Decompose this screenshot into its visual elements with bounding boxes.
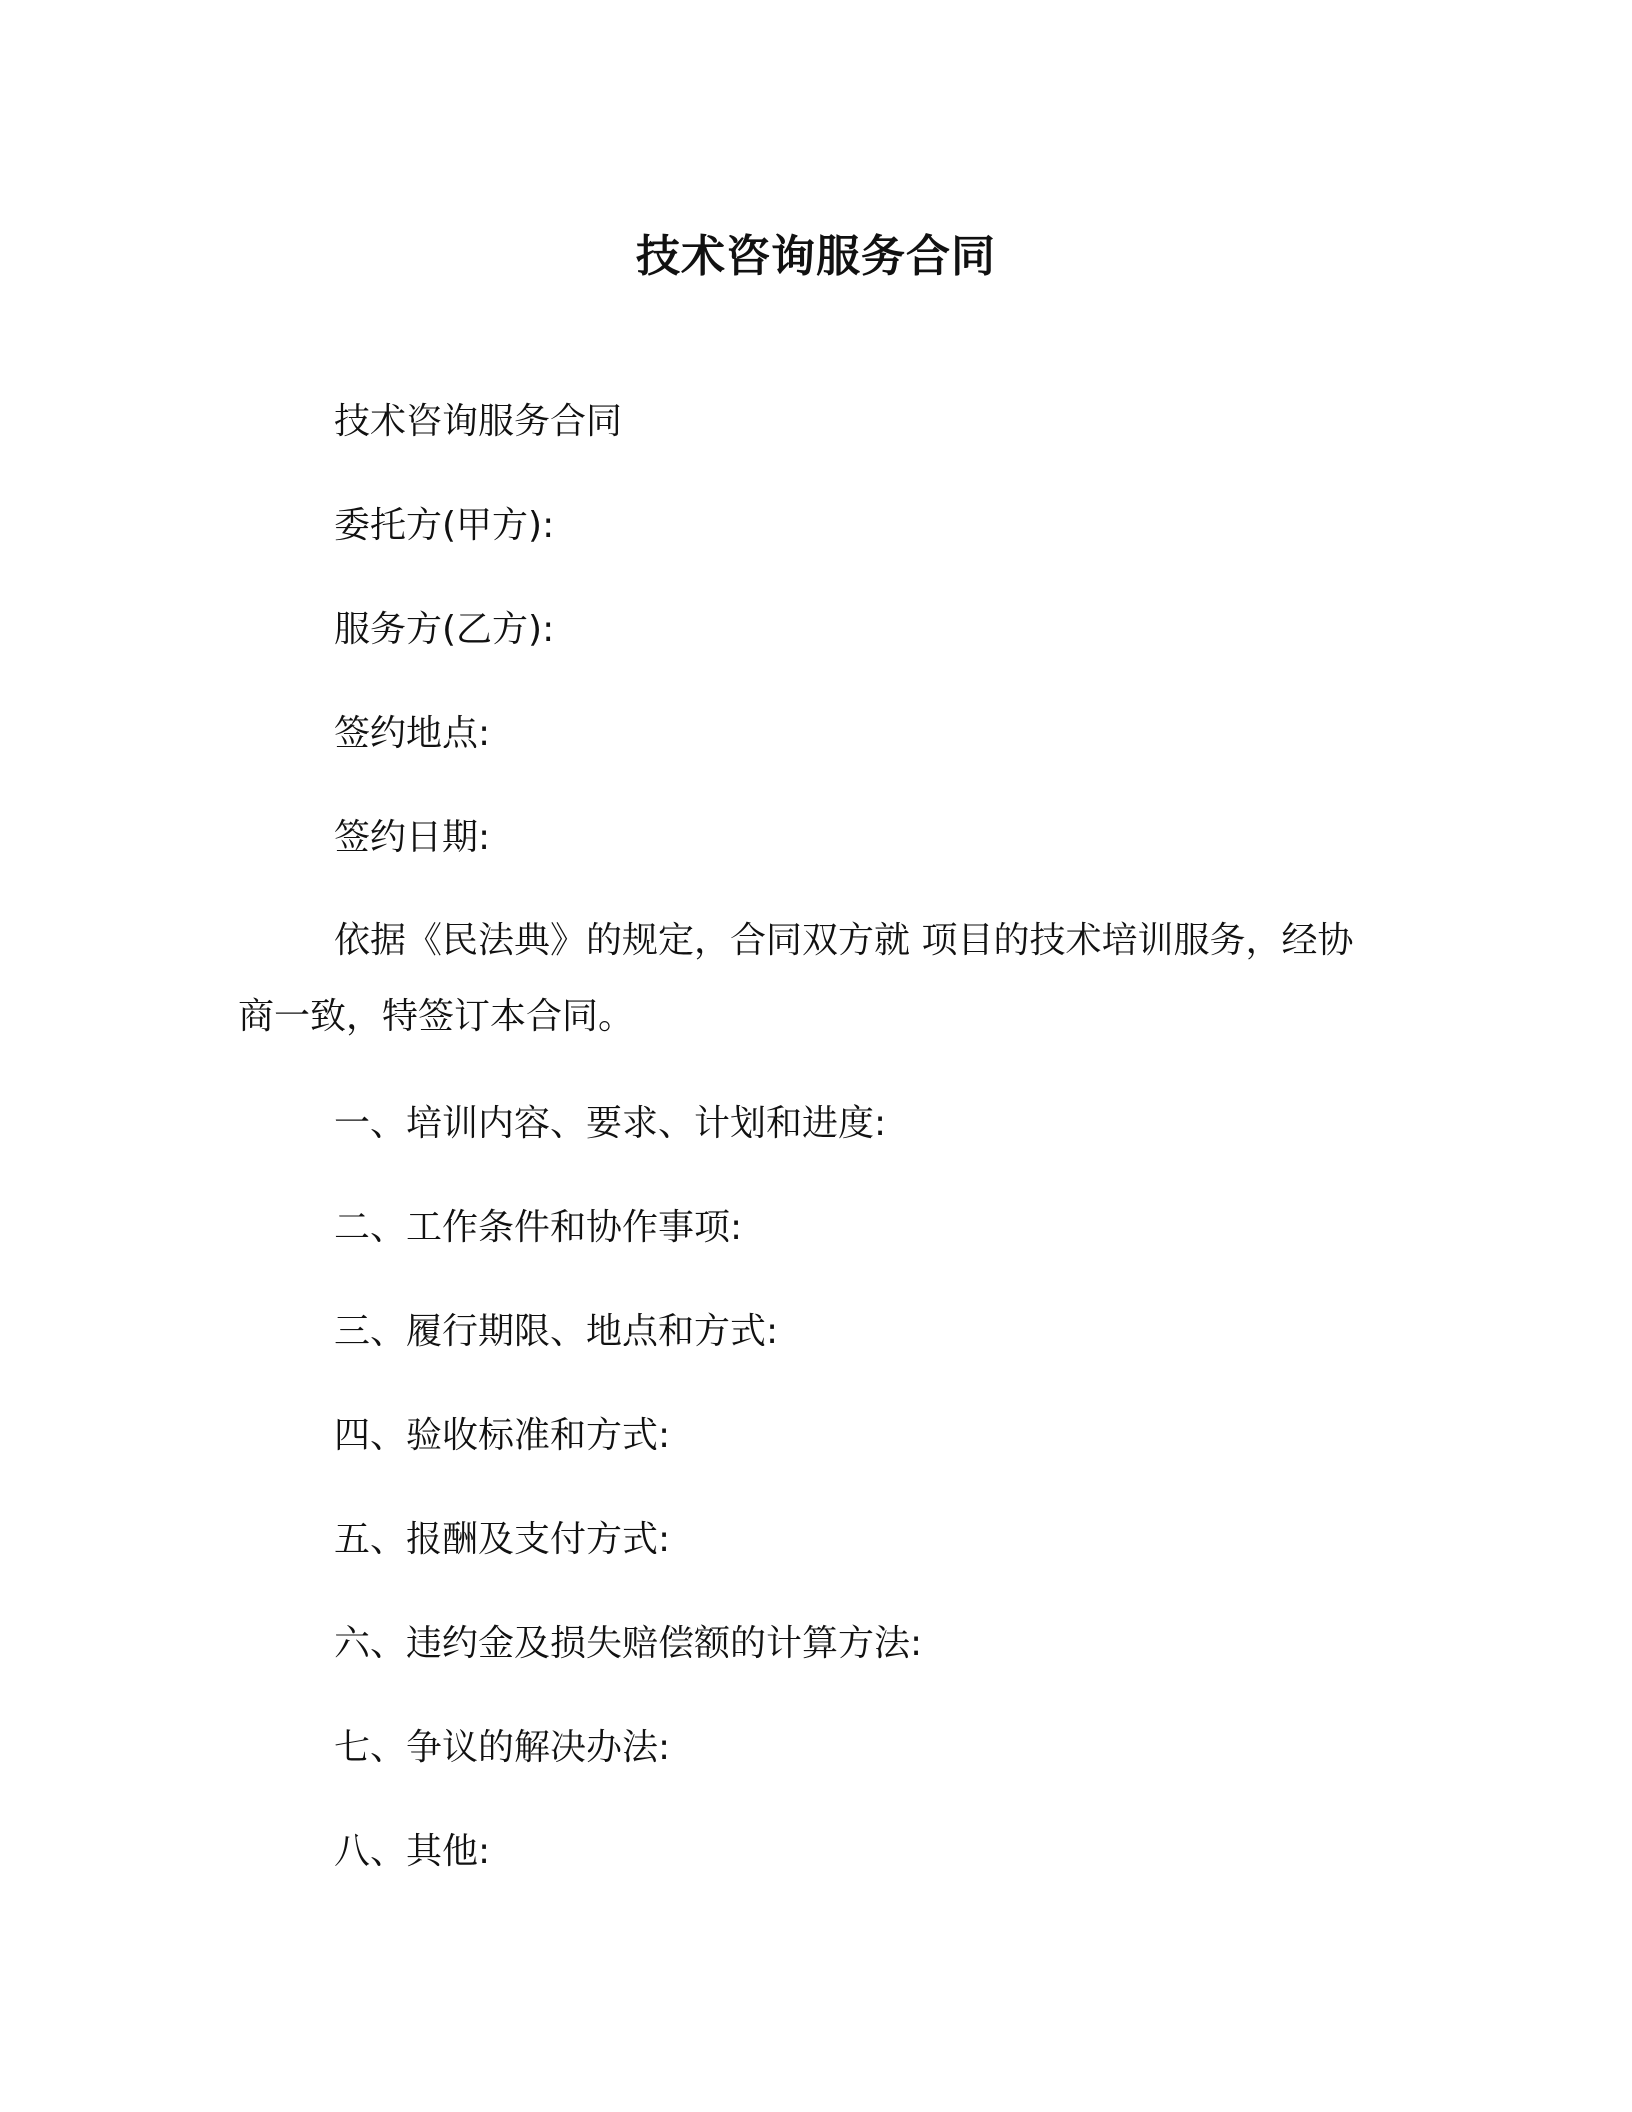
section-7: 七、争议的解决办法: [334,1727,671,1768]
section-2: 二、工作条件和协作事项: [334,1207,743,1248]
header-line-provider: 服务方(乙方): [334,609,555,650]
header-line-signing-date: 签约日期: [334,817,491,858]
intro-paragraph: 依据《民法典》的规定，合同双方就 项目的技术培训服务，经协商一致，特签订本合同。 [238,920,1354,1037]
header-line-client: 委托方(甲方): [334,505,555,546]
section-3: 三、履行期限、地点和方式: [334,1311,779,1352]
section-1: 一、培训内容、要求、计划和进度: [334,1103,887,1144]
header-line-signing-place: 签约地点: [334,713,491,754]
section-4: 四、验收标准和方式: [334,1415,671,1456]
section-8: 八、其他: [334,1831,491,1872]
header-line-contract-name: 技术咨询服务合同 [334,401,623,442]
section-6: 六、违约金及损失赔偿额的计算方法: [334,1623,923,1664]
document-title: 技术咨询服务合同 [636,231,996,282]
section-5: 五、报酬及支付方式: [334,1519,671,1560]
